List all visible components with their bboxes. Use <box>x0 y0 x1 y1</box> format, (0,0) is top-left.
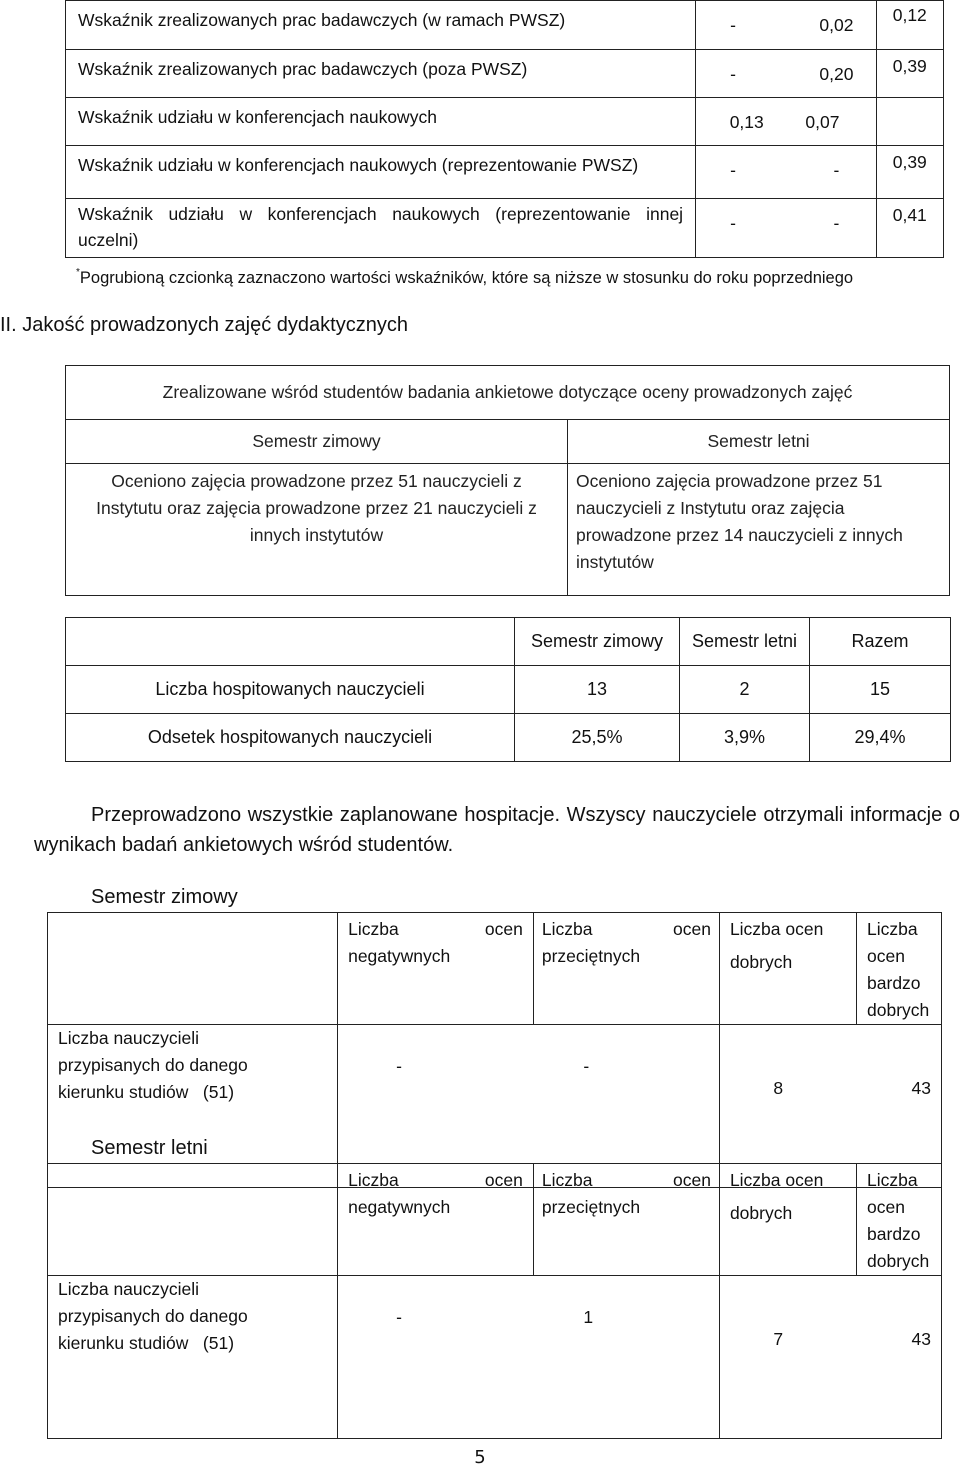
survey-title: Zrealizowane wśród studentów badania ankietowe dotyczące oceny prowadzonych zajęć <box>66 366 950 420</box>
survey-winter-header: Semestr zimowy <box>66 420 568 464</box>
indicator-label: Wskaźnik udziału w konferencjach naukowych (reprezentowanie innej uczelni) <box>66 199 696 258</box>
grades-negative-cell: - <box>338 1276 534 1439</box>
section-heading: II. Jakość prowadzonych zajęć dydaktycznych <box>0 314 408 336</box>
hospitation-row-label: Liczba hospitowanych nauczycieli <box>66 666 515 714</box>
indicator-value-2: 0,20 <box>797 50 876 98</box>
summary-paragraph: Przeprowadzono wszystkie zaplanowane hospitacje. Wszyscy nauczyciele otrzymali informacje o wynikach badań ankietowych wśród studentów. <box>34 804 960 856</box>
indicator-value-1: - <box>696 1 798 50</box>
indicator-value-1: 0,13 <box>696 98 798 146</box>
grades-row-label: Liczba nauczycieli przypisanych do danego kierunku studiów (51) <box>48 1025 338 1188</box>
indicator-label: Wskaźnik udziału w konferencjach naukowych (reprezentowanie PWSZ) <box>66 146 696 199</box>
summer-semester-label: Semestr letni <box>91 1137 208 1159</box>
hospitation-cell: 3,9% <box>680 714 810 762</box>
grades-very-good-cell: 43 <box>857 1025 942 1188</box>
grades-negative-cell: - <box>338 1025 534 1188</box>
indicator-value-3: 0,39 <box>876 50 944 98</box>
indicator-label: Wskaźnik udziału w konferencjach naukowych <box>66 98 696 146</box>
indicator-value-3: 0,39 <box>876 146 944 199</box>
summer-grades-table <box>47 1163 942 1439</box>
indicator-value-1: - <box>696 199 798 258</box>
footnote <box>76 258 960 293</box>
hospitation-cell: 15 <box>810 666 951 714</box>
indicator-value-2: 0,02 <box>797 1 876 50</box>
hospitation-row-label: Odsetek hospitowanych nauczycieli <box>66 714 515 762</box>
header-very-good: Liczba ocen bardzo dobrych <box>857 1164 942 1276</box>
indicator-value-3 <box>876 98 944 146</box>
survey-winter-text: Oceniono zajęcia prowadzone przez 51 nauczycieli z Instytutu oraz zajęcia prowadzone przez 21 nauczycieli z innych instytutów <box>66 464 568 596</box>
indicator-value-3: 0,41 <box>876 199 944 258</box>
indicator-value-2: - <box>797 199 876 258</box>
hospitation-cell: 2 <box>680 666 810 714</box>
header-very-good: Liczba ocen bardzo dobrych <box>857 913 942 1025</box>
grades-average-cell: - <box>533 1025 719 1188</box>
page-number: 5 <box>474 1447 486 1468</box>
grades-row-label: Liczba nauczycieli przypisanych do danego kierunku studiów (51) <box>48 1276 338 1439</box>
indicator-value-2: 0,07 <box>797 98 876 146</box>
hospitation-cell: 13 <box>515 666 680 714</box>
indicator-value-1: - <box>696 146 798 199</box>
header-negative: Liczba ocen negatywnych <box>338 1164 534 1276</box>
hospitation-header-summer: Semestr letni <box>680 618 810 666</box>
header-average: Liczba ocen przeciętnych <box>533 1164 719 1276</box>
winter-semester-label: Semestr zimowy <box>91 886 238 908</box>
survey-summer-text: Oceniono zajęcia prowadzone przez 51 nauczycieli z Instytutu oraz zajęcia prowadzone przez 14 nauczycieli z innych instytutów <box>568 464 950 596</box>
header-average: Liczba ocen przeciętnych <box>533 913 719 1025</box>
hospitation-header-total: Razem <box>810 618 951 666</box>
header-good: Liczba ocen dobrych <box>719 913 856 1025</box>
grades-good-cell: 8 <box>719 1025 856 1188</box>
grades-good-cell: 7 <box>719 1276 856 1439</box>
indicator-value-1: - <box>696 50 798 98</box>
survey-summer-header: Semestr letni <box>568 420 950 464</box>
indicator-value-2: - <box>797 146 876 199</box>
header-good: Liczba ocen dobrych <box>719 1164 856 1276</box>
hospitation-table <box>65 617 951 762</box>
survey-table <box>65 365 950 596</box>
footnote-marker: * <box>76 267 80 278</box>
hospitation-cell: 25,5% <box>515 714 680 762</box>
header-negative: Liczba ocen negatywnych <box>338 913 534 1025</box>
indicators-table <box>65 0 944 258</box>
grades-header-blank <box>48 913 338 1025</box>
hospitation-header-winter: Semestr zimowy <box>515 618 680 666</box>
footnote-text: Pogrubioną czcionką zaznaczono wartości wskaźników, które są niższe w stosunku do roku poprzedniego <box>79 269 854 287</box>
indicator-label: Wskaźnik zrealizowanych prac badawczych (w ramach PWSZ) <box>66 1 696 50</box>
hospitation-cell: 29,4% <box>810 714 951 762</box>
grades-very-good-cell: 43 <box>857 1276 942 1439</box>
hospitation-header-blank <box>66 618 515 666</box>
grades-average-cell: 1 <box>533 1276 719 1439</box>
indicator-value-3: 0,12 <box>876 1 944 50</box>
indicator-label: Wskaźnik zrealizowanych prac badawczych (poza PWSZ) <box>66 50 696 98</box>
grades-header-blank <box>48 1164 338 1276</box>
